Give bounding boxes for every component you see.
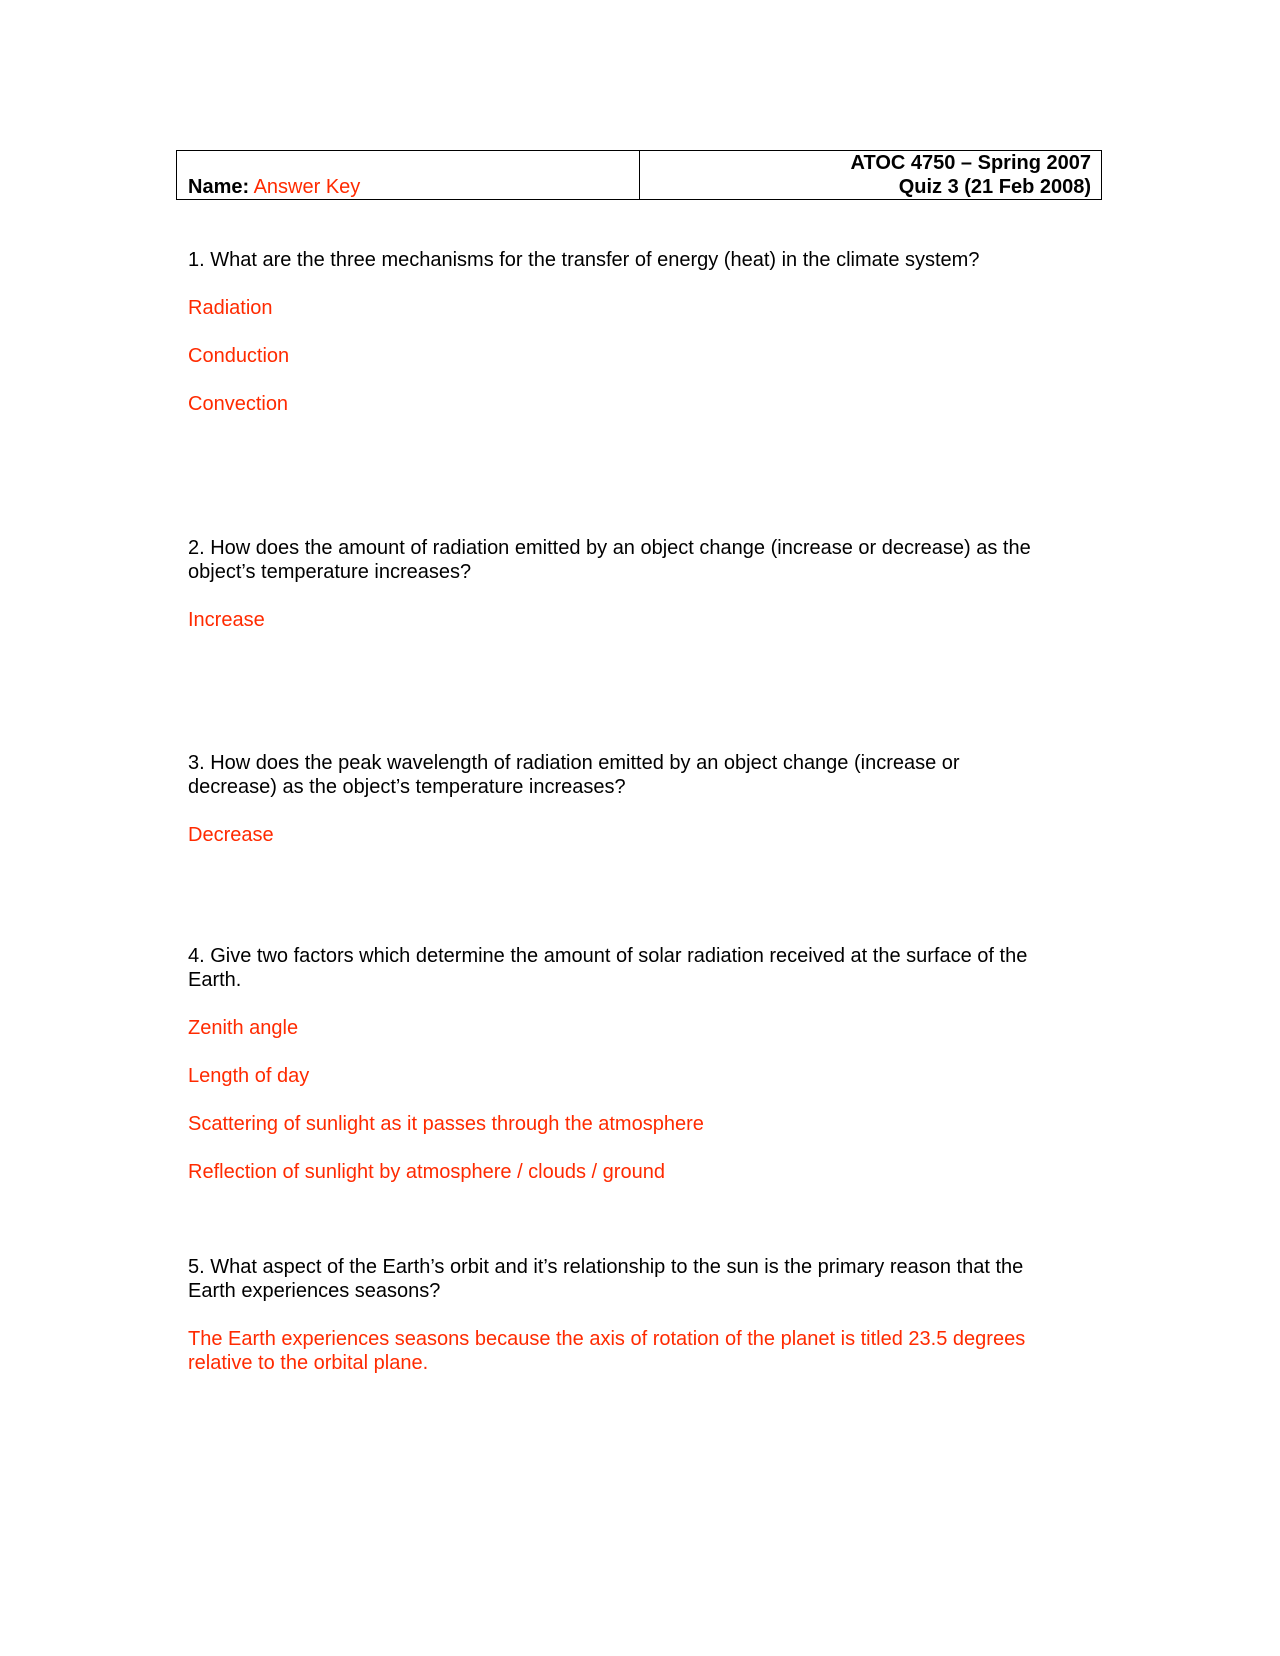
name-value: Answer Key — [253, 176, 361, 198]
answer-4-4: Reflection of sunlight by atmosphere / clouds / ground — [188, 1161, 665, 1183]
answer-1-1: Radiation — [188, 297, 273, 319]
name-label: Name: — [188, 176, 250, 198]
question-1: 1. What are the three mechanisms for the transfer of energy (heat) in the climate system? — [188, 249, 980, 271]
answer-3-1: Decrease — [188, 824, 274, 846]
name-cell — [177, 151, 640, 199]
quiz-title: Quiz 3 (21 Feb 2008) — [898, 176, 1091, 198]
course-cell — [640, 151, 1101, 199]
answer-2-1: Increase — [188, 609, 265, 631]
course-title: ATOC 4750 – Spring 2007 — [850, 152, 1091, 174]
answer-4-3: Scattering of sunlight as it passes through the atmosphere — [188, 1113, 704, 1135]
name-line — [188, 176, 360, 199]
question-4: 4. Give two factors which determine the amount of solar radiation received at the surface of the Earth. — [188, 945, 1028, 991]
answer-4-1: Zenith angle — [188, 1017, 299, 1039]
question-2: 2. How does the amount of radiation emitted by an object change (increase or decrease) as the object’s temperature increases? — [188, 537, 1031, 583]
answer-1-3: Convection — [188, 393, 289, 415]
question-5: 5. What aspect of the Earth’s orbit and it’s relationship to the sun is the primary reason that the Earth experiences seasons? — [188, 1256, 1024, 1302]
header-table — [176, 150, 1102, 200]
answer-1-2: Conduction — [188, 345, 290, 367]
answer-5-1: The Earth experiences seasons because the axis of rotation of the planet is titled 23.5 degrees relative to the orbital plane. — [188, 1328, 1026, 1374]
answer-4-2: Length of day — [188, 1065, 310, 1087]
question-3: 3. How does the peak wavelength of radiation emitted by an object change (increase or decrease) as the object’s temperature increases? — [188, 752, 960, 798]
